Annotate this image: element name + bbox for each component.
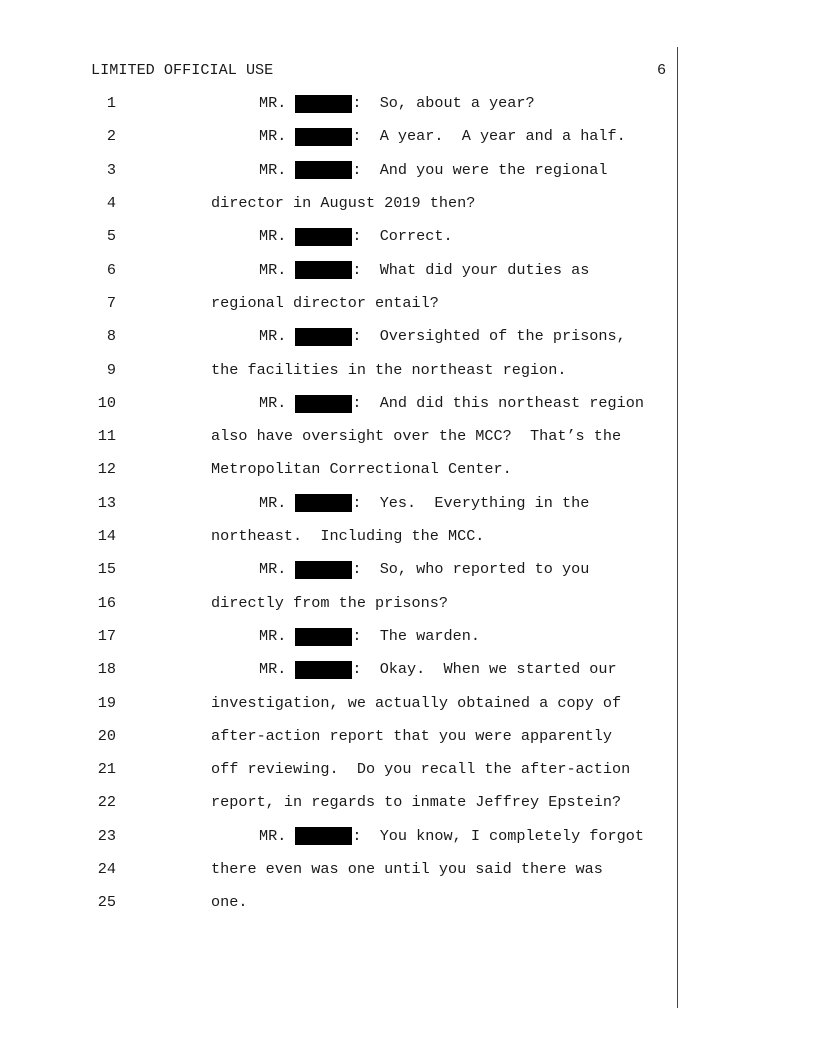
transcript-line — [0, 720, 816, 753]
spoken-text: Okay. When we started our — [379, 660, 617, 679]
transcript-line — [0, 453, 816, 486]
line-number: 3 — [106, 160, 116, 179]
continuation-text: Metropolitan Correctional Center. — [211, 460, 512, 479]
line-number: 12 — [97, 460, 116, 479]
speaker-turn — [259, 254, 589, 287]
transcript-line — [0, 553, 816, 586]
speaker-turn — [259, 154, 608, 187]
speaker-turn — [259, 387, 644, 420]
line-number: 13 — [97, 493, 116, 512]
line-number: 15 — [97, 560, 116, 579]
speaker-prefix: MR. — [259, 227, 287, 246]
continuation-text: regional director entail? — [211, 293, 439, 312]
redaction-box — [295, 261, 352, 279]
speaker-colon: : — [352, 826, 380, 845]
redaction-box — [295, 827, 352, 845]
transcript-line — [0, 620, 816, 653]
speaker-prefix: MR. — [259, 160, 287, 179]
continuation-text: the facilities in the northeast region. — [211, 360, 567, 379]
spoken-text: A year. A year and a half. — [379, 127, 626, 146]
speaker-prefix: MR. — [259, 560, 287, 579]
line-number: 6 — [106, 260, 116, 279]
continuation-text: one. — [211, 893, 248, 912]
line-number: 16 — [97, 593, 116, 612]
line-number: 2 — [106, 127, 116, 146]
speaker-prefix: MR. — [259, 493, 287, 512]
transcript-line — [0, 187, 816, 220]
continuation-text: off reviewing. Do you recall the after-action — [211, 760, 631, 779]
speaker-colon: : — [352, 260, 380, 279]
transcript-line — [0, 820, 816, 853]
transcript-line — [0, 753, 816, 786]
spoken-text: Correct. — [379, 227, 453, 246]
transcript-line — [0, 87, 816, 120]
speaker-prefix: MR. — [259, 127, 287, 146]
speaker-colon: : — [352, 160, 380, 179]
spoken-text: What did your duties as — [379, 260, 590, 279]
redaction-box — [295, 628, 352, 646]
line-number: 24 — [97, 860, 116, 879]
redaction-box — [295, 228, 352, 246]
transcript-line — [0, 320, 816, 353]
speaker-prefix: MR. — [259, 626, 287, 645]
line-number: 5 — [106, 227, 116, 246]
transcript-line — [0, 853, 816, 886]
line-number: 22 — [97, 793, 116, 812]
spoken-text: You know, I completely forgot — [379, 826, 644, 845]
speaker-prefix: MR. — [259, 660, 287, 679]
transcript-line — [0, 387, 816, 420]
continuation-text: investigation, we actually obtained a copy of — [211, 693, 622, 712]
transcript-line — [0, 587, 816, 620]
speaker-turn — [259, 820, 644, 853]
transcript-line — [0, 487, 816, 520]
line-number: 19 — [97, 693, 116, 712]
line-number: 1 — [106, 94, 116, 113]
transcript-line — [0, 786, 816, 819]
spoken-text: Yes. Everything in the — [379, 493, 590, 512]
speaker-colon: : — [352, 660, 380, 679]
spoken-text: Oversighted of the prisons, — [379, 327, 626, 346]
redaction-box — [295, 128, 352, 146]
redaction-box — [295, 561, 352, 579]
transcript-lines — [0, 87, 816, 919]
continuation-text: northeast. Including the MCC. — [211, 527, 485, 546]
line-number: 20 — [97, 726, 116, 745]
line-number: 10 — [97, 393, 116, 412]
speaker-turn — [259, 653, 617, 686]
transcript-line — [0, 287, 816, 320]
transcript-line — [0, 254, 816, 287]
speaker-colon: : — [352, 327, 380, 346]
redaction-box — [295, 328, 352, 346]
speaker-turn — [259, 553, 589, 586]
spoken-text: And you were the regional — [379, 160, 608, 179]
line-number: 4 — [106, 194, 116, 213]
continuation-text: also have oversight over the MCC? That’s the — [211, 427, 622, 446]
redaction-box — [295, 161, 352, 179]
speaker-prefix: MR. — [259, 826, 287, 845]
speaker-colon: : — [352, 393, 380, 412]
line-number: 7 — [106, 293, 116, 312]
transcript-line — [0, 354, 816, 387]
line-number: 9 — [106, 360, 116, 379]
spoken-text: So, about a year? — [379, 94, 535, 113]
continuation-text: there even was one until you said there was — [211, 860, 603, 879]
speaker-colon: : — [352, 127, 380, 146]
transcript-line — [0, 687, 816, 720]
speaker-prefix: MR. — [259, 393, 287, 412]
line-number: 17 — [97, 626, 116, 645]
transcript-line — [0, 653, 816, 686]
speaker-turn — [259, 320, 626, 353]
line-number: 25 — [97, 893, 116, 912]
continuation-text: report, in regards to inmate Jeffrey Epstein? — [211, 793, 622, 812]
transcript-line — [0, 120, 816, 153]
redaction-box — [295, 395, 352, 413]
continuation-text: director in August 2019 then? — [211, 194, 476, 213]
redaction-box — [295, 494, 352, 512]
speaker-colon: : — [352, 94, 380, 113]
speaker-turn — [259, 220, 453, 253]
speaker-turn — [259, 487, 589, 520]
speaker-turn — [259, 120, 626, 153]
continuation-text: directly from the prisons? — [211, 593, 448, 612]
line-number: 23 — [97, 826, 116, 845]
transcript-line — [0, 220, 816, 253]
speaker-turn — [259, 87, 535, 120]
speaker-prefix: MR. — [259, 327, 287, 346]
line-number: 21 — [97, 760, 116, 779]
speaker-prefix: MR. — [259, 260, 287, 279]
speaker-prefix: MR. — [259, 94, 287, 113]
line-number: 14 — [97, 527, 116, 546]
speaker-colon: : — [352, 493, 380, 512]
classification-header: LIMITED OFFICIAL USE — [91, 61, 274, 79]
speaker-colon: : — [352, 626, 380, 645]
redaction-box — [295, 661, 352, 679]
spoken-text: The warden. — [379, 626, 480, 645]
spoken-text: So, who reported to you — [379, 560, 590, 579]
line-number: 11 — [97, 427, 116, 446]
transcript-line — [0, 886, 816, 919]
speaker-colon: : — [352, 227, 380, 246]
line-number: 18 — [97, 660, 116, 679]
transcript-line — [0, 520, 816, 553]
redaction-box — [295, 95, 352, 113]
spoken-text: And did this northeast region — [379, 393, 644, 412]
line-number: 8 — [106, 327, 116, 346]
transcript-line — [0, 420, 816, 453]
continuation-text: after-action report that you were apparently — [211, 726, 613, 745]
speaker-turn — [259, 620, 480, 653]
page-number: 6 — [657, 61, 667, 79]
transcript-line — [0, 154, 816, 187]
speaker-colon: : — [352, 560, 380, 579]
